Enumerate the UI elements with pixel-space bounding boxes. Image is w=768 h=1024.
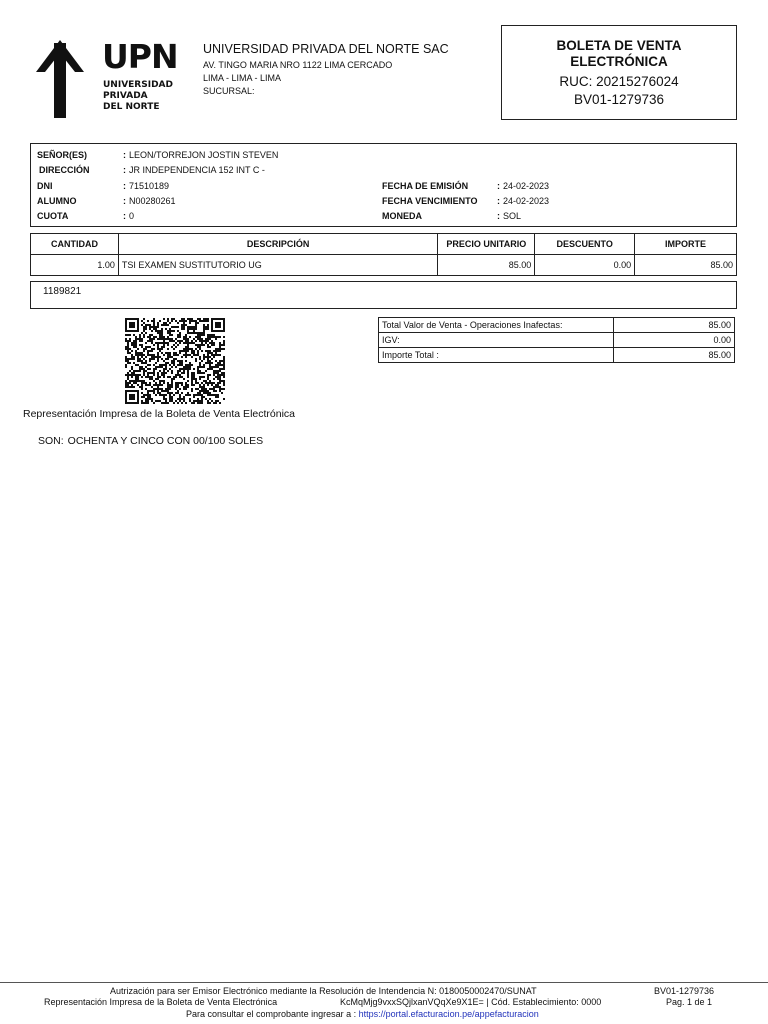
- header-descuento: DESCUENTO: [535, 234, 635, 255]
- cuota-label: CUOTA: [37, 211, 69, 221]
- totals-row: [379, 348, 735, 363]
- table-row: [31, 255, 737, 276]
- item-cantidad: 1.00: [31, 255, 119, 276]
- emision-label: FECHA DE EMISIÓN: [382, 181, 469, 191]
- alumno-value: N00280261: [129, 196, 176, 206]
- senor-label: SEÑOR(ES): [37, 150, 88, 160]
- footer-page: Pag. 1 de 1: [666, 997, 713, 1007]
- items-table: [30, 233, 737, 276]
- igv-label: IGV:: [379, 333, 614, 348]
- vencimiento-label: FECHA VENCIMIENTO: [382, 196, 478, 206]
- importe-total-value: 85.00: [614, 348, 735, 363]
- logo-university-name: UNIVERSIDAD PRIVADA DEL NORTE: [103, 80, 173, 112]
- header-precio-unitario: PRECIO UNITARIO: [438, 234, 535, 255]
- note-box: [30, 281, 737, 309]
- footer-authorization: Autrización para ser Emisor Electrónico mediante la Resolución de Intendencia N: 0180050002470/SUNAT: [110, 986, 537, 996]
- item-descuento: 0.00: [535, 255, 635, 276]
- footer-divider: [0, 982, 768, 983]
- item-descripcion: TSI EXAMEN SUSTITUTORIO UG: [118, 255, 437, 276]
- item-importe: 85.00: [635, 255, 737, 276]
- direccion-value: JR INDEPENDENCIA 152 INT C -: [129, 165, 265, 175]
- totals-row: [379, 318, 735, 333]
- cuota-value: 0: [129, 211, 135, 221]
- header-descripcion: DESCRIPCIÓN: [118, 234, 437, 255]
- document-header-box: [501, 25, 737, 120]
- totals-row: [379, 333, 735, 348]
- moneda-label: MONEDA: [382, 211, 422, 221]
- footer-consult-link[interactable]: https://portal.efacturacion.pe/appefacturacion: [358, 1009, 539, 1019]
- footer-hash: KcMqMjg9vxxSQjlxanVQqXe9X1E= | Cód. Establecimiento: 0000: [340, 997, 602, 1007]
- logo-letters: UPN: [102, 37, 178, 76]
- upn-logo: [34, 37, 178, 118]
- amount-in-words: [38, 435, 267, 447]
- document-title: BOLETA DE VENTA ELECTRÓNICA: [556, 38, 682, 69]
- dni-value: 71510189: [129, 181, 170, 191]
- direccion-label: DIRECCIÓN: [39, 165, 90, 175]
- moneda-value: SOL: [503, 211, 522, 221]
- importe-total-label: Importe Total :: [379, 348, 614, 363]
- issuer-city: LIMA - LIMA - LIMA: [203, 73, 282, 83]
- footer-doc-number: BV01-1279736: [654, 986, 715, 996]
- arrow-up-icon: [34, 40, 94, 118]
- son-label: SON:: [38, 435, 64, 447]
- footer-consult-text: Para consultar el comprobante ingresar a :: [186, 1009, 357, 1019]
- issuer-info: [203, 42, 449, 98]
- son-value: OCHENTA Y CINCO CON 00/100 SOLES: [67, 435, 264, 447]
- issuer-address: AV. TINGO MARIA NRO 1122 LIMA CERCADO: [203, 60, 393, 70]
- issuer-branch: SUCURSAL:: [203, 86, 255, 96]
- note-text: 1189821: [43, 286, 82, 297]
- footer-representation: Representación Impresa de la Boleta de Venta Electrónica: [44, 997, 278, 1007]
- total-valor-value: 85.00: [614, 318, 735, 333]
- header-importe: IMPORTE: [635, 234, 737, 255]
- document-number: BV01-1279736: [573, 92, 665, 107]
- vencimiento-value: 24-02-2023: [503, 196, 550, 206]
- issuer-name: UNIVERSIDAD PRIVADA DEL NORTE SAC: [203, 42, 449, 56]
- totals-table: [378, 317, 735, 363]
- alumno-label: ALUMNO: [37, 196, 77, 206]
- header-cantidad: CANTIDAD: [31, 234, 119, 255]
- igv-value: 0.00: [614, 333, 735, 348]
- item-precio: 85.00: [438, 255, 535, 276]
- qr-code-icon: [125, 318, 225, 404]
- emision-value: 24-02-2023: [503, 181, 550, 191]
- client-info-box: SEÑOR(ES) : LEON/TORREJON JOSTIN STEVEN DIRECCIÓN : JR INDEPENDENCIA 152 INT C - DNI : 71510189 FECHA DE EMISIÓN : 24-02-2023 ALUMNO : N00280261 FECHA VENCIMIENTO : 24-02-2023 CUOTA : 0 MONEDA : SOL: [30, 143, 737, 227]
- representation-text: Representación Impresa de la Boleta de Venta Electrónica: [23, 408, 296, 420]
- document-ruc: RUC: 20215276024: [559, 74, 679, 89]
- dni-label: DNI: [37, 181, 53, 191]
- total-valor-label: Total Valor de Venta - Operaciones Inafectas:: [379, 318, 614, 333]
- senor-value: LEON/TORREJON JOSTIN STEVEN: [129, 150, 279, 160]
- footer-consult: [186, 1008, 539, 1020]
- items-header-row: [31, 234, 737, 255]
